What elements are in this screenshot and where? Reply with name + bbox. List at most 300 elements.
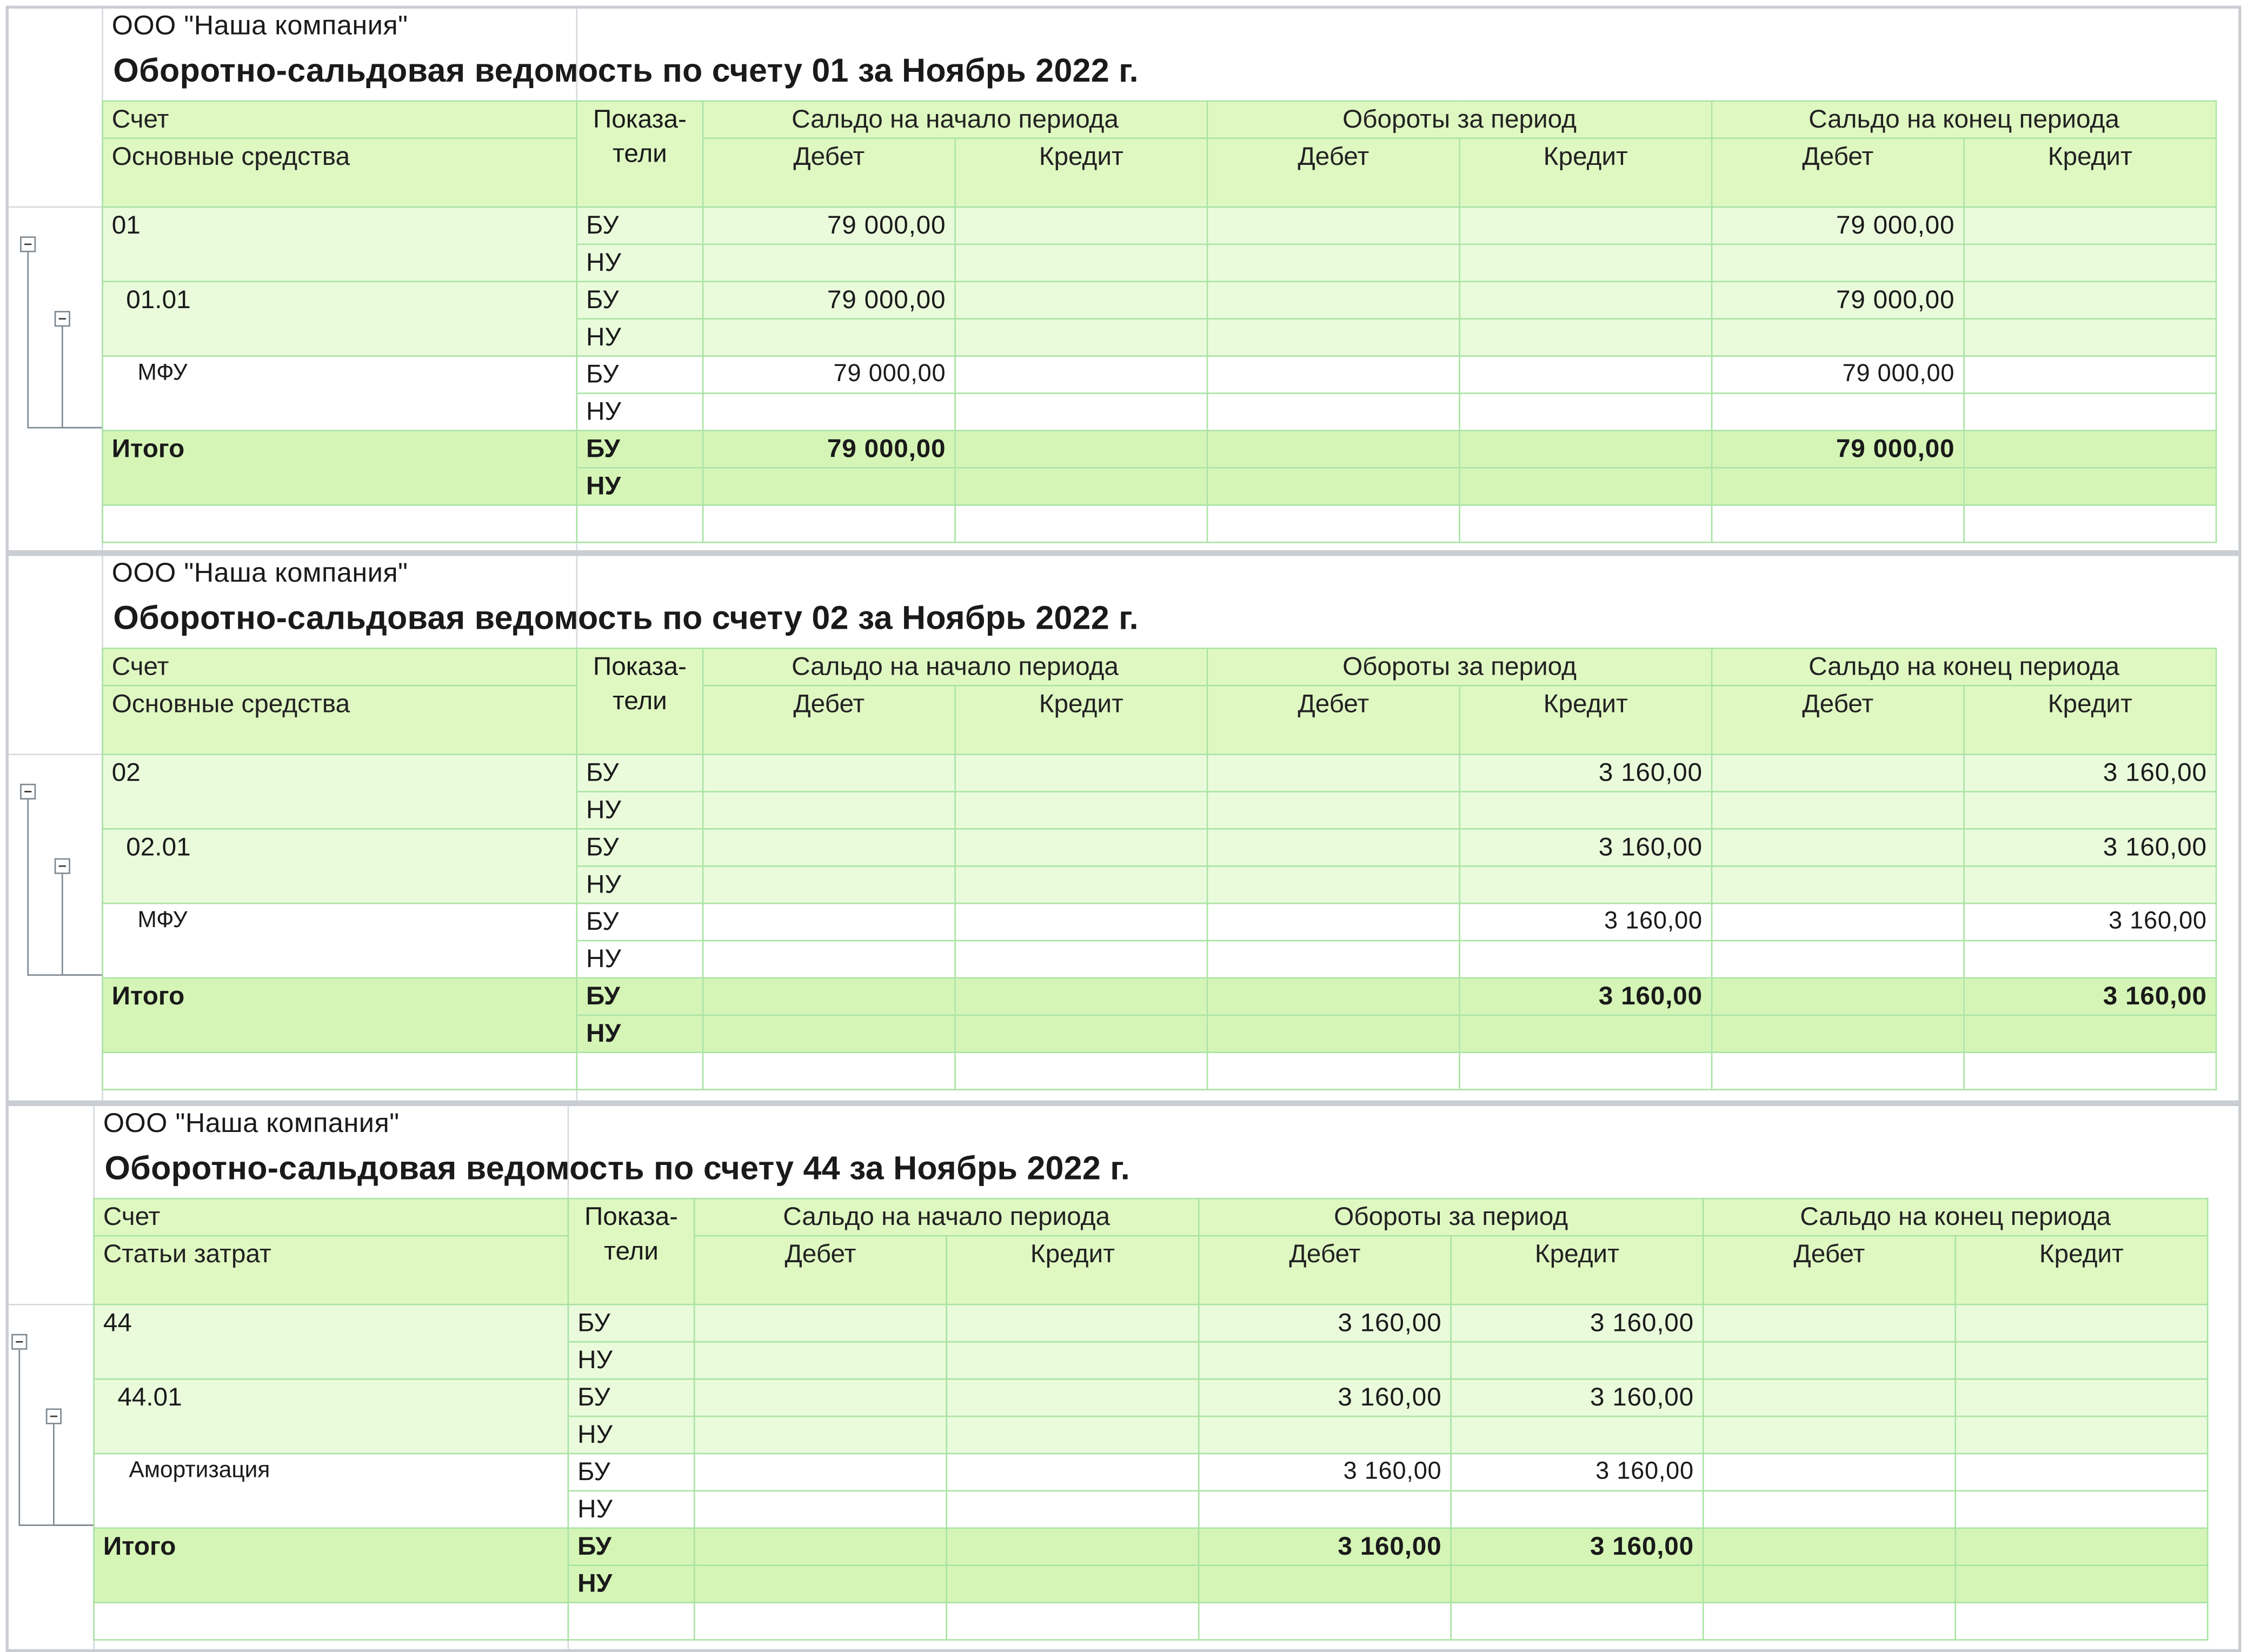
table-row — [103, 791, 2217, 829]
blank-cell — [703, 505, 955, 542]
indicator-cell: БУ — [577, 356, 703, 394]
total-row — [103, 1015, 2217, 1053]
value-cell — [1956, 1416, 2208, 1454]
blank-cell — [577, 1053, 703, 1090]
value-cell — [1956, 1342, 2208, 1379]
blank-cell — [1460, 1053, 1712, 1090]
analytics-header: Статьи затрат — [94, 1236, 568, 1304]
account-cell[interactable]: Амортизация — [94, 1454, 568, 1491]
value-cell — [694, 1528, 946, 1566]
debit-header: Дебет — [703, 138, 955, 207]
account-cell — [103, 866, 577, 903]
value-cell — [1207, 244, 1459, 282]
blank-cell — [703, 1053, 955, 1090]
column-group-header: Сальдо на начало периода — [703, 648, 1207, 685]
value-cell — [947, 1416, 1199, 1454]
collapse-group-icon[interactable] — [20, 236, 36, 252]
value-cell — [947, 1528, 1199, 1566]
value-cell — [955, 430, 1207, 468]
indicator-cell: БУ — [577, 430, 703, 468]
total-row — [94, 1566, 2208, 1603]
value-cell — [1207, 282, 1459, 319]
indicator-cell: БУ — [568, 1454, 694, 1491]
indicator-cell: БУ — [577, 754, 703, 791]
value-cell[interactable]: 79 000,00 — [703, 207, 955, 244]
indicator-cell: НУ — [577, 468, 703, 505]
account-cell — [103, 941, 577, 978]
column-group-header: Сальдо на начало периода — [694, 1198, 1199, 1236]
value-cell[interactable]: 79 000,00 — [1712, 356, 1964, 394]
value-cell[interactable]: 3 160,00 — [1199, 1379, 1451, 1416]
value-cell — [1703, 1491, 1955, 1528]
report-title: Оборотно-сальдовая ведомость по счету 01 за Ноябрь 2022 г. — [113, 51, 1139, 89]
value-cell — [1207, 430, 1459, 468]
value-cell — [1207, 829, 1459, 866]
blank-cell — [947, 1603, 1199, 1640]
table-row — [94, 1342, 2208, 1379]
blank-cell — [94, 1603, 568, 1640]
value-cell — [1451, 1416, 1703, 1454]
value-cell — [694, 1491, 946, 1528]
debit-header: Дебет — [703, 685, 955, 754]
value-cell — [694, 1566, 946, 1603]
total-row — [94, 1528, 2208, 1566]
account-cell — [103, 244, 577, 282]
value-cell — [1451, 1342, 1703, 1379]
indicator-cell: НУ — [568, 1342, 694, 1379]
indicator-cell: НУ — [577, 319, 703, 356]
account-cell[interactable]: Итого — [94, 1528, 568, 1566]
indicator-cell: НУ — [577, 244, 703, 282]
value-cell — [1207, 394, 1459, 431]
value-cell — [703, 1015, 955, 1053]
value-cell — [1703, 1454, 1955, 1491]
value-cell — [703, 394, 955, 431]
value-cell — [955, 468, 1207, 505]
blank-cell — [1956, 1603, 2208, 1640]
value-cell[interactable]: 79 000,00 — [703, 430, 955, 468]
account-cell[interactable]: 44.01 — [94, 1379, 568, 1416]
table-row — [103, 356, 2217, 394]
tree-line — [53, 1424, 55, 1525]
value-cell — [1712, 468, 1964, 505]
value-cell — [1460, 866, 1712, 903]
grouping-tree — [9, 1106, 92, 1652]
column-group-header: Сальдо на конец периода — [1712, 648, 2216, 685]
value-cell — [1703, 1566, 1955, 1603]
value-cell — [955, 207, 1207, 244]
value-cell — [955, 356, 1207, 394]
table-row — [103, 866, 2217, 903]
table-row — [103, 319, 2217, 356]
value-cell — [1712, 394, 1964, 431]
value-cell — [955, 244, 1207, 282]
indicators-header: Показа- тели — [577, 101, 703, 207]
value-cell — [1712, 244, 1964, 282]
value-cell — [1703, 1528, 1955, 1566]
value-cell — [1460, 394, 1712, 431]
account-cell[interactable]: Итого — [103, 430, 577, 468]
tree-line — [62, 974, 102, 976]
collapse-group-icon[interactable] — [55, 311, 70, 327]
value-cell — [955, 866, 1207, 903]
column-group-header: Обороты за период — [1207, 101, 1712, 138]
blank-cell — [577, 505, 703, 542]
value-cell — [1956, 1528, 2208, 1566]
indicator-cell: НУ — [577, 791, 703, 829]
account-cell[interactable]: 02.01 — [103, 829, 577, 866]
value-cell — [1956, 1566, 2208, 1603]
total-row — [103, 430, 2217, 468]
indicators-header: Показа- тели — [568, 1198, 694, 1304]
value-cell — [1703, 1379, 1955, 1416]
turnover-balance-table — [102, 648, 2217, 1090]
value-cell — [955, 903, 1207, 941]
value-cell — [1964, 791, 2216, 829]
value-cell — [1207, 319, 1459, 356]
indicator-cell: БУ — [577, 207, 703, 244]
table-row — [103, 282, 2217, 319]
value-cell — [1207, 356, 1459, 394]
header-row-subcolumns — [103, 685, 2217, 754]
value-cell — [955, 941, 1207, 978]
blank-cell — [1199, 1603, 1451, 1640]
table-row — [103, 207, 2217, 244]
indicator-cell: НУ — [568, 1491, 694, 1528]
collapse-group-icon[interactable] — [11, 1334, 27, 1350]
value-cell[interactable]: 3 160,00 — [1460, 754, 1712, 791]
blank-cell — [1207, 1053, 1459, 1090]
account-header: Счет — [103, 648, 577, 685]
credit-header: Кредит — [1964, 138, 2216, 207]
value-cell — [947, 1379, 1199, 1416]
value-cell — [694, 1304, 946, 1342]
account-cell — [94, 1566, 568, 1603]
value-cell[interactable]: 3 160,00 — [1199, 1304, 1451, 1342]
value-cell — [1199, 1566, 1451, 1603]
grouping-tree — [9, 9, 101, 553]
value-cell[interactable]: 3 160,00 — [1199, 1528, 1451, 1566]
value-cell — [1964, 430, 2216, 468]
value-cell — [1207, 1015, 1459, 1053]
account-cell[interactable]: 01 — [103, 207, 577, 244]
blank-cell — [955, 505, 1207, 542]
analytics-header: Основные средства — [103, 685, 577, 754]
account-header: Счет — [103, 101, 577, 138]
value-cell — [947, 1342, 1199, 1379]
blank-cell — [1964, 505, 2216, 542]
value-cell[interactable]: 79 000,00 — [1712, 430, 1964, 468]
tree-line — [53, 1524, 93, 1526]
blank-row — [103, 1053, 2217, 1090]
value-cell[interactable]: 3 160,00 — [1460, 903, 1712, 941]
header-row-subcolumns — [94, 1236, 2208, 1304]
value-cell[interactable]: 79 000,00 — [703, 282, 955, 319]
table-row — [94, 1379, 2208, 1416]
table-row — [94, 1491, 2208, 1528]
account-cell — [103, 468, 577, 505]
account-cell — [103, 394, 577, 431]
total-row — [103, 978, 2217, 1015]
column-group-header: Сальдо на начало периода — [703, 101, 1207, 138]
blank-cell — [1712, 1053, 1964, 1090]
collapse-group-icon[interactable] — [55, 858, 70, 874]
credit-header: Кредит — [947, 1236, 1199, 1304]
table-row — [94, 1304, 2208, 1342]
account-cell — [94, 1342, 568, 1379]
account-cell[interactable]: 02 — [103, 754, 577, 791]
account-cell[interactable]: 01.01 — [103, 282, 577, 319]
table-row — [94, 1454, 2208, 1491]
indicator-cell: НУ — [568, 1416, 694, 1454]
indicator-cell: БУ — [568, 1528, 694, 1566]
value-cell — [955, 282, 1207, 319]
value-cell — [1207, 468, 1459, 505]
value-cell — [1199, 1342, 1451, 1379]
indicator-cell: БУ — [577, 829, 703, 866]
value-cell — [947, 1454, 1199, 1491]
table-row — [103, 394, 2217, 431]
column-group-header: Обороты за период — [1199, 1198, 1703, 1236]
value-cell — [1964, 394, 2216, 431]
value-cell — [1460, 319, 1712, 356]
value-cell[interactable]: 3 160,00 — [1199, 1454, 1451, 1491]
account-cell[interactable]: МФУ — [103, 903, 577, 941]
value-cell — [703, 866, 955, 903]
account-cell — [103, 1015, 577, 1053]
value-cell — [1956, 1379, 2208, 1416]
tree-line — [62, 427, 102, 429]
value-cell — [694, 1454, 946, 1491]
tree-line — [62, 327, 63, 427]
value-cell — [1207, 978, 1459, 1015]
value-cell — [1460, 207, 1712, 244]
value-cell — [1460, 1015, 1712, 1053]
value-cell — [1964, 866, 2216, 903]
debit-header: Дебет — [1703, 1236, 1955, 1304]
table-row — [103, 903, 2217, 941]
value-cell — [955, 319, 1207, 356]
tree-line — [27, 800, 29, 974]
organization-name: ООО "Наша компания" — [111, 558, 408, 589]
credit-header: Кредит — [1964, 685, 2216, 754]
value-cell — [1964, 356, 2216, 394]
value-cell — [1712, 1015, 1964, 1053]
value-cell — [1956, 1491, 2208, 1528]
value-cell — [703, 829, 955, 866]
value-cell — [1207, 941, 1459, 978]
value-cell — [1712, 978, 1964, 1015]
organization-name: ООО "Наша компания" — [103, 1109, 400, 1140]
value-cell — [1964, 282, 2216, 319]
blank-cell — [103, 1053, 577, 1090]
blank-cell — [1207, 505, 1459, 542]
tree-line — [18, 1350, 20, 1524]
value-cell — [947, 1491, 1199, 1528]
indicator-cell: НУ — [577, 866, 703, 903]
header-row-groups — [103, 101, 2217, 138]
indicators-header: Показа- тели — [577, 648, 703, 754]
collapse-group-icon[interactable] — [46, 1408, 62, 1424]
value-cell — [955, 754, 1207, 791]
turnover-balance-table — [93, 1198, 2208, 1641]
value-cell[interactable]: 3 160,00 — [1451, 1454, 1703, 1491]
value-cell — [694, 1416, 946, 1454]
value-cell — [1712, 791, 1964, 829]
tree-line — [27, 252, 29, 427]
value-cell — [703, 903, 955, 941]
value-cell — [955, 978, 1207, 1015]
credit-header: Кредит — [1956, 1236, 2208, 1304]
debit-header: Дебет — [1712, 138, 1964, 207]
tree-line — [62, 874, 63, 975]
indicator-cell: НУ — [577, 941, 703, 978]
account-cell[interactable]: 44 — [94, 1304, 568, 1342]
value-cell — [1460, 941, 1712, 978]
value-cell — [1712, 941, 1964, 978]
value-cell — [694, 1342, 946, 1379]
value-cell — [1207, 903, 1459, 941]
debit-header: Дебет — [1712, 685, 1964, 754]
turnover-balance-table — [102, 101, 2217, 543]
analytics-header: Основные средства — [103, 138, 577, 207]
credit-header: Кредит — [1460, 138, 1712, 207]
table-row — [103, 244, 2217, 282]
blank-cell — [955, 1053, 1207, 1090]
report-title: Оборотно-сальдовая ведомость по счету 44 за Ноябрь 2022 г. — [104, 1149, 1130, 1187]
organization-name: ООО "Наша компания" — [111, 11, 408, 42]
value-cell — [1460, 468, 1712, 505]
blank-cell — [1451, 1603, 1703, 1640]
blank-cell — [1712, 505, 1964, 542]
value-cell[interactable]: 79 000,00 — [703, 356, 955, 394]
account-cell — [103, 791, 577, 829]
value-cell — [1964, 1015, 2216, 1053]
value-cell — [1956, 1454, 2208, 1491]
value-cell[interactable]: 3 160,00 — [1460, 978, 1712, 1015]
grouping-tree — [9, 556, 101, 1103]
value-cell — [1964, 207, 2216, 244]
account-cell[interactable]: Итого — [103, 978, 577, 1015]
value-cell — [955, 1015, 1207, 1053]
value-cell — [1703, 1342, 1955, 1379]
indicator-cell: НУ — [577, 394, 703, 431]
value-cell — [955, 394, 1207, 431]
report-title: Оборотно-сальдовая ведомость по счету 02 за Ноябрь 2022 г. — [113, 598, 1139, 636]
report-section-1 — [6, 6, 2242, 553]
value-cell[interactable]: 3 160,00 — [1964, 754, 2216, 791]
table-row — [94, 1416, 2208, 1454]
value-cell — [703, 791, 955, 829]
debit-header: Дебет — [1207, 685, 1459, 754]
total-row — [103, 468, 2217, 505]
indicator-cell: БУ — [568, 1379, 694, 1416]
value-cell — [1703, 1304, 1955, 1342]
value-cell — [1712, 866, 1964, 903]
debit-header: Дебет — [1199, 1236, 1451, 1304]
value-cell[interactable]: 3 160,00 — [1451, 1528, 1703, 1566]
value-cell — [1964, 244, 2216, 282]
blank-cell — [694, 1603, 946, 1640]
credit-header: Кредит — [1451, 1236, 1703, 1304]
value-cell[interactable]: 3 160,00 — [1964, 829, 2216, 866]
value-cell — [1207, 791, 1459, 829]
account-cell[interactable]: МФУ — [103, 356, 577, 394]
value-cell — [1199, 1416, 1451, 1454]
value-cell — [1964, 941, 2216, 978]
value-cell[interactable]: 3 160,00 — [1964, 903, 2216, 941]
value-cell — [694, 1379, 946, 1416]
credit-header: Кредит — [955, 138, 1207, 207]
account-cell — [94, 1491, 568, 1528]
value-cell — [703, 244, 955, 282]
report-section-3 — [6, 1103, 2242, 1652]
indicator-cell: БУ — [577, 903, 703, 941]
header-row-groups — [103, 648, 2217, 685]
column-group-header: Обороты за период — [1207, 648, 1712, 685]
blank-row — [103, 505, 2217, 542]
value-cell — [1956, 1304, 2208, 1342]
value-cell[interactable]: 3 160,00 — [1460, 829, 1712, 866]
value-cell — [947, 1304, 1199, 1342]
value-cell — [1460, 282, 1712, 319]
value-cell[interactable]: 79 000,00 — [1712, 207, 1964, 244]
value-cell — [703, 978, 955, 1015]
value-cell — [1712, 829, 1964, 866]
credit-header: Кредит — [1460, 685, 1712, 754]
value-cell[interactable]: 3 160,00 — [1451, 1379, 1703, 1416]
account-cell — [94, 1416, 568, 1454]
value-cell[interactable]: 3 160,00 — [1964, 978, 2216, 1015]
blank-cell — [1964, 1053, 2216, 1090]
value-cell — [1207, 207, 1459, 244]
collapse-group-icon[interactable] — [20, 784, 36, 800]
value-cell — [955, 829, 1207, 866]
blank-row — [94, 1603, 2208, 1640]
value-cell — [1712, 754, 1964, 791]
value-cell — [1460, 430, 1712, 468]
indicator-cell: НУ — [568, 1566, 694, 1603]
value-cell — [1207, 754, 1459, 791]
value-cell — [1712, 903, 1964, 941]
column-group-header: Сальдо на конец периода — [1703, 1198, 2208, 1236]
value-cell — [703, 468, 955, 505]
report-section-2 — [6, 553, 2242, 1103]
column-group-header: Сальдо на конец периода — [1712, 101, 2216, 138]
value-cell — [955, 791, 1207, 829]
value-cell — [947, 1566, 1199, 1603]
value-cell — [1460, 791, 1712, 829]
value-cell — [1703, 1416, 1955, 1454]
blank-cell — [568, 1603, 694, 1640]
value-cell — [1199, 1491, 1451, 1528]
value-cell — [703, 319, 955, 356]
value-cell — [1451, 1491, 1703, 1528]
value-cell — [1460, 356, 1712, 394]
value-cell — [1451, 1566, 1703, 1603]
value-cell — [703, 941, 955, 978]
value-cell — [1964, 468, 2216, 505]
value-cell[interactable]: 3 160,00 — [1451, 1304, 1703, 1342]
blank-cell — [103, 505, 577, 542]
value-cell — [1712, 319, 1964, 356]
value-cell[interactable]: 79 000,00 — [1712, 282, 1964, 319]
credit-header: Кредит — [955, 685, 1207, 754]
blank-cell — [1460, 505, 1712, 542]
indicator-cell: БУ — [577, 282, 703, 319]
indicator-cell: БУ — [568, 1304, 694, 1342]
debit-header: Дебет — [1207, 138, 1459, 207]
